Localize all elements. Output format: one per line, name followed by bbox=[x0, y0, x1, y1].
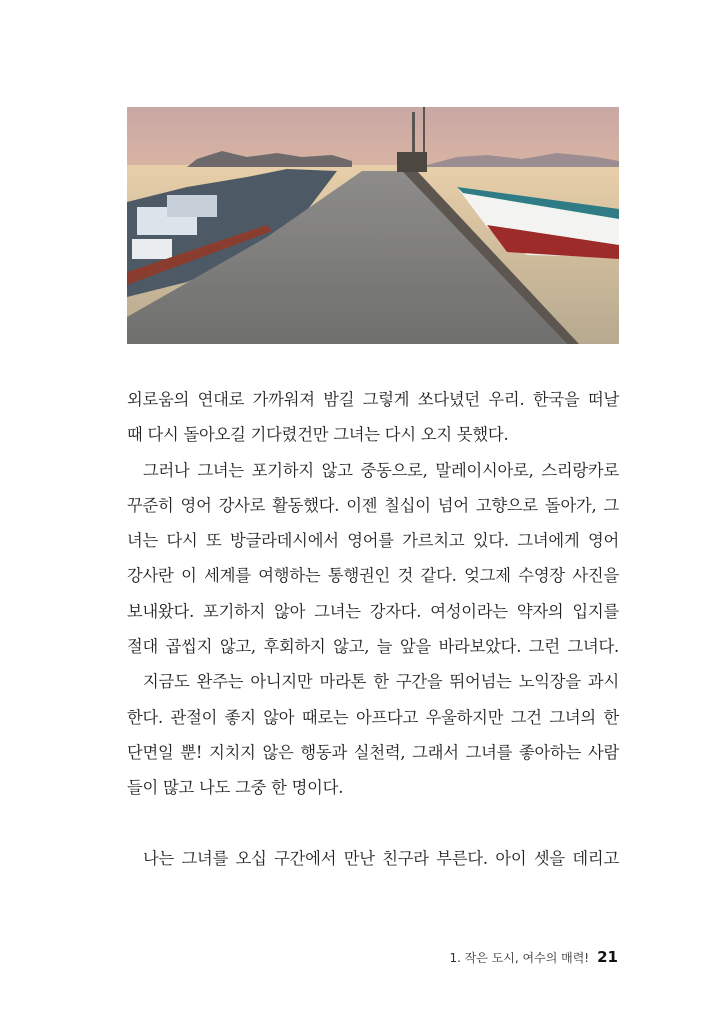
page-footer bbox=[449, 948, 618, 966]
chapter-title: 1. 작은 도시, 여수의 매력! bbox=[449, 951, 590, 965]
body-text bbox=[127, 382, 619, 876]
paragraph-gap bbox=[127, 806, 619, 841]
page-number: 21 bbox=[597, 948, 618, 966]
text-line: 지금도 완주는 아니지만 마라톤 한 구간을 뛰어넘는 노익장을 과시 bbox=[143, 672, 619, 692]
harbor-pier-photo bbox=[127, 107, 619, 344]
text-line: 때 다시 돌아오길 기다렸건만 그녀는 다시 오지 못했다. bbox=[127, 425, 509, 445]
text-line: 그러나 그녀는 포기하지 않고 중동으로, 말레이시아로, 스리랑카로 bbox=[143, 460, 619, 480]
text-line: 꾸준히 영어 강사로 활동했다. 이젠 칠십이 넘어 고향으로 돌아가, 그 bbox=[127, 495, 619, 515]
text-line: 녀는 다시 또 방글라데시에서 영어를 가르치고 있다. 그녀에게 영어 bbox=[127, 531, 619, 551]
text-line: 강사란 이 세계를 여행하는 통행권인 것 같다. 엊그제 수영장 사진을 bbox=[127, 566, 619, 586]
text-line: 한다. 관절이 좋지 않아 때로는 아프다고 우울하지만 그건 그녀의 한 bbox=[127, 707, 619, 727]
text-line: 단면일 뿐! 지치지 않은 행동과 실천력, 그래서 그녀를 좋아하는 사람 bbox=[127, 742, 619, 762]
text-line: 외로움의 연대로 가까워져 밤길 그렇게 쏘다녔던 우리. 한국을 떠날 bbox=[127, 390, 619, 409]
text-line: 절대 곱씹지 않고, 후회하지 않고, 늘 앞을 바라보았다. 그런 그녀다. bbox=[127, 637, 619, 657]
text-line: 들이 많고 나도 그중 한 명이다. bbox=[127, 778, 344, 798]
text-line: 보내왔다. 포기하지 않아 그녀는 강자다. 여성이라는 약자의 입지를 bbox=[127, 601, 619, 621]
text-line: 나는 그녀를 오십 구간에서 만난 친구라 부른다. 아이 셋을 데리고 bbox=[143, 848, 619, 868]
